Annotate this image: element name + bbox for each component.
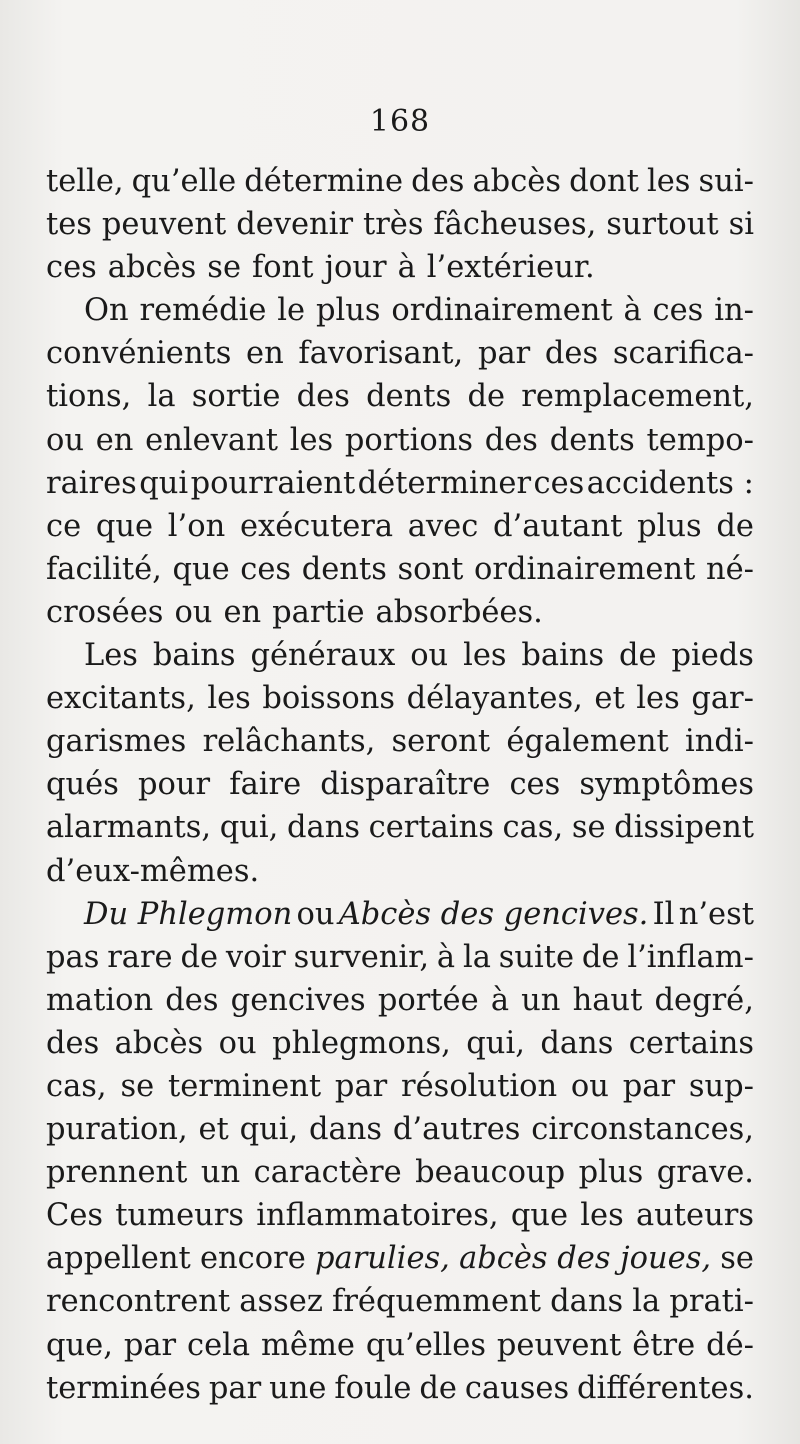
word: qui, (219, 810, 279, 846)
italic-word: Abcès des gencives. (338, 896, 649, 932)
word: enlevant (145, 422, 278, 458)
word: portions (344, 422, 474, 458)
word: crosées (46, 594, 164, 630)
word: une (269, 1370, 327, 1406)
word: phlegmons, (272, 1025, 451, 1061)
word: qui (139, 465, 189, 501)
word: très (362, 207, 424, 243)
word: ordinairement (474, 551, 696, 587)
word: encore (199, 1241, 306, 1277)
word: pourraient (190, 465, 356, 501)
word: détermine (244, 164, 404, 199)
word: que, (46, 1327, 113, 1363)
word: Il (652, 896, 675, 932)
word: Les (84, 638, 138, 674)
text-line (46, 677, 754, 720)
word: accidents : (586, 465, 754, 501)
word: boissons (262, 681, 396, 717)
word: que (172, 551, 230, 587)
word: faire (229, 767, 302, 803)
word: ces (46, 250, 97, 286)
text-line (46, 160, 754, 203)
word: à (436, 939, 456, 975)
word: beaucoup (415, 1155, 566, 1191)
word: mation (46, 982, 154, 1018)
word: sui- (698, 164, 754, 199)
word: portée (377, 982, 479, 1018)
word: ce (46, 508, 82, 544)
word: ces (652, 293, 704, 329)
text-line (46, 1065, 754, 1108)
word: ou (174, 594, 213, 630)
word: et (198, 1112, 229, 1148)
word: devenir (236, 207, 354, 243)
word: indi- (684, 724, 754, 760)
word: abcès (472, 164, 561, 199)
word: par (208, 1370, 262, 1406)
word: des (544, 336, 599, 372)
word: l’extérieur. (426, 250, 595, 286)
word: disparaître (320, 767, 491, 803)
word: même (261, 1327, 355, 1363)
word: la (147, 379, 176, 415)
word: par (123, 1327, 177, 1363)
word: relâchants, (202, 724, 376, 760)
word: généraux (250, 638, 396, 674)
text-line (46, 289, 754, 332)
word: déterminer (357, 465, 532, 501)
word: des (296, 379, 350, 415)
word: de (467, 379, 506, 415)
word: tempo- (646, 422, 754, 458)
word: ces (533, 465, 585, 501)
word: circonstances, (531, 1112, 754, 1148)
word: excitants, (46, 681, 196, 717)
word: grave. (656, 1155, 754, 1191)
word: On (84, 293, 129, 329)
word: de (619, 638, 657, 674)
word: différentes. (577, 1370, 754, 1406)
word: ordinairement (391, 293, 613, 329)
word: d’autres (392, 1112, 521, 1148)
word: de (180, 939, 219, 975)
word: plus (315, 293, 381, 329)
text-line (46, 1194, 754, 1237)
word: la (462, 939, 491, 975)
word: les (463, 638, 507, 674)
word: ou (296, 896, 335, 932)
word: puration, (46, 1112, 188, 1148)
word: d’autant (493, 508, 623, 544)
word: n’est (678, 896, 754, 932)
page-number: 168 (369, 104, 431, 139)
word: tes (46, 207, 92, 243)
body-text (46, 160, 754, 1410)
word: en (223, 594, 262, 630)
word: des (411, 164, 465, 199)
word: ou (218, 1025, 257, 1061)
text-line (46, 806, 754, 849)
word: se (120, 1068, 155, 1104)
word: voir (225, 939, 286, 975)
word: qu’elle (131, 164, 237, 199)
word: que (95, 508, 154, 544)
word: à (490, 982, 509, 1018)
word: cas, (46, 1068, 107, 1104)
word: l’inflam- (627, 939, 754, 975)
word: de (581, 939, 620, 975)
word: se (720, 1241, 754, 1277)
word: un (521, 982, 561, 1018)
word: terminent (167, 1068, 322, 1104)
word: remplacement, (521, 379, 754, 415)
word: in- (714, 293, 754, 329)
word: rare (107, 939, 173, 975)
word: pas (46, 939, 100, 975)
word: par (334, 1068, 388, 1104)
word: jour (324, 250, 387, 286)
text-line (46, 332, 754, 375)
word: de (716, 508, 754, 544)
text-line (46, 246, 754, 289)
word: tions, (46, 379, 132, 415)
word: plus (637, 508, 702, 544)
word: scarifica- (612, 336, 754, 372)
text-line (46, 375, 754, 418)
text-line (46, 591, 754, 634)
word: se (207, 250, 241, 286)
word: en (246, 336, 284, 372)
word: la (632, 1284, 661, 1320)
word: par (622, 1068, 676, 1104)
word: causes (464, 1370, 570, 1406)
word: sup- (688, 1068, 754, 1104)
word: alarmants, (46, 810, 212, 846)
text-line (46, 1151, 754, 1194)
word: dé- (706, 1327, 754, 1363)
word: prennent (46, 1155, 188, 1191)
text-line (46, 634, 754, 677)
text-line (46, 936, 754, 979)
word: dans (550, 1284, 624, 1320)
word: être (632, 1327, 696, 1363)
word: caractère (253, 1155, 402, 1191)
text-line (46, 893, 754, 936)
word: les (207, 681, 251, 717)
word: abcès (107, 250, 197, 286)
word: dont (569, 164, 639, 199)
word: inflammatoires, (256, 1198, 499, 1234)
text-line (46, 1108, 754, 1151)
text-line (46, 1367, 754, 1410)
word: certains (628, 1025, 754, 1061)
word: exécutera (239, 508, 394, 544)
word: de (419, 1370, 457, 1406)
word: sortie (191, 379, 281, 415)
word: haut (572, 982, 643, 1018)
word: et (594, 681, 625, 717)
word: raires (46, 465, 137, 501)
word: également (506, 724, 669, 760)
text-line (46, 462, 754, 505)
word: abcès (114, 1025, 204, 1061)
word: appellent (46, 1241, 191, 1277)
word: le (277, 293, 306, 329)
word: délayantes, (406, 681, 583, 717)
word: un (200, 1155, 241, 1191)
text-line (46, 720, 754, 763)
word: remédie (139, 293, 267, 329)
word: fréquemment (332, 1284, 541, 1320)
word: se (571, 810, 606, 846)
word: seront (391, 724, 491, 760)
word: des (46, 1025, 100, 1061)
word: à (623, 293, 642, 329)
word: les (646, 164, 691, 199)
italic-word: Du Phlegmon (84, 896, 293, 932)
word: à (397, 250, 416, 286)
word: qués (46, 767, 119, 803)
text-line (46, 419, 754, 462)
word: garismes (46, 724, 187, 760)
word: qui, (239, 1112, 299, 1148)
word: qui, (466, 1025, 525, 1061)
text-line (46, 548, 754, 591)
word: survenir, (293, 939, 430, 975)
word: les (580, 1198, 624, 1234)
word: tumeurs (115, 1198, 245, 1234)
word: cela (187, 1327, 251, 1363)
word: partie (272, 594, 365, 630)
word: dents (366, 379, 452, 415)
word: bains (521, 638, 605, 674)
word: pour (138, 767, 211, 803)
word: né- (705, 551, 754, 587)
text-line (46, 505, 754, 548)
word: ou (410, 638, 449, 674)
word: ou (570, 1068, 609, 1104)
word: en (95, 422, 134, 458)
word: l’on (167, 508, 226, 544)
italic-word: parulies, (315, 1241, 450, 1277)
word: plus (578, 1155, 644, 1191)
word: sont (397, 551, 464, 587)
word: gar- (691, 681, 754, 717)
word: qu’elles (365, 1327, 486, 1363)
text-line (46, 1280, 754, 1323)
word: font (252, 250, 314, 286)
word: dents (301, 551, 387, 587)
word: favorisant, (298, 336, 464, 372)
word: surtout (606, 207, 719, 243)
word: auteurs (635, 1198, 754, 1234)
word: prati- (669, 1284, 754, 1320)
word: symptômes (579, 767, 754, 803)
word: terminées (46, 1370, 201, 1406)
text-line (46, 979, 754, 1022)
word: par (477, 336, 531, 372)
word: certains (368, 810, 494, 846)
word: des (165, 982, 219, 1018)
word: dents (549, 422, 635, 458)
word: facilité, (46, 551, 162, 587)
word: fâcheuses, (433, 207, 597, 243)
word: peuvent (496, 1327, 622, 1363)
word: peuvent (101, 207, 227, 243)
word: convénients (46, 336, 232, 372)
word: telle, (46, 164, 124, 199)
word: si (728, 207, 754, 243)
italic-word: abcès des joues, (459, 1241, 712, 1277)
word: ces (509, 767, 561, 803)
word: résolution (401, 1068, 558, 1104)
text-line (46, 1022, 754, 1065)
word: degré, (654, 982, 754, 1018)
text-line (46, 1324, 754, 1367)
word: dissipent (614, 810, 754, 846)
word: dans (309, 1112, 383, 1148)
word: ou (46, 422, 85, 458)
text-line (46, 1237, 754, 1280)
word: Ces (46, 1198, 104, 1234)
word: assez (239, 1284, 323, 1320)
word: dans (540, 1025, 614, 1061)
word: dans (287, 810, 361, 846)
word: les (636, 681, 680, 717)
word: pieds (671, 638, 754, 674)
text-line (46, 203, 754, 246)
word: suite (498, 939, 575, 975)
word: des (484, 422, 538, 458)
word: cas, (502, 810, 564, 846)
word: foule (334, 1370, 412, 1406)
text-line (46, 850, 754, 893)
word: avec (407, 508, 479, 544)
text-line (46, 763, 754, 806)
word: gencives (230, 982, 366, 1018)
word: bains (152, 638, 236, 674)
word: ces (240, 551, 292, 587)
word: d’eux-mêmes. (46, 853, 260, 889)
word: les (289, 422, 334, 458)
word: rencontrent (46, 1284, 231, 1320)
word: que (510, 1198, 569, 1234)
word: absorbées. (375, 594, 543, 630)
